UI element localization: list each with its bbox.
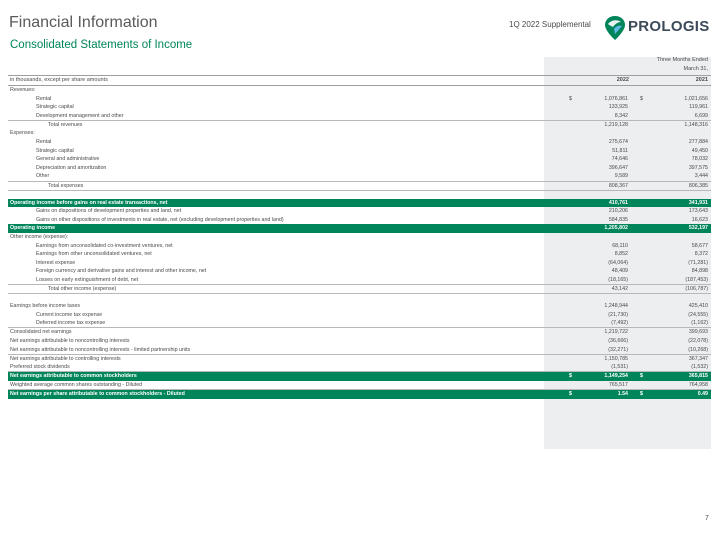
- table-row: Consolidated net earnings 1,219,722 399,693: [10, 329, 708, 336]
- table-row: Strategic capital 51,811 49,450: [36, 147, 708, 154]
- company-logo: [604, 13, 710, 43]
- period-label-2: March 31,: [683, 66, 708, 72]
- header-row-period: [8, 57, 711, 66]
- table-row: Gains on other dispositions of investments in real estate, net (excluding development properties and land) 584,835 16,623: [36, 216, 708, 223]
- highlight-row: Operating income 1,205,802 532,197: [8, 224, 711, 233]
- table-row: Gains on dispositions of development properties and land, net 210,206 173,643: [36, 208, 708, 215]
- table-row: Preferred stock dividends (1,531) (1,532): [8, 363, 711, 372]
- table-row: Other income (expense):: [10, 234, 69, 240]
- table-row: Net earnings attributable to noncontrolling interests (36,666) (22,078): [10, 338, 708, 345]
- period-label-1: Three Months Ended: [656, 57, 708, 63]
- table-row: Total revenues 1,219,128 1,148,316: [48, 121, 708, 128]
- table-row: Earnings from unconsolidated co-investment ventures, net 68,110 58,677: [36, 242, 708, 249]
- logo-mark-icon: [604, 15, 626, 41]
- header-row-period-2: [8, 66, 711, 76]
- table-row: Depreciation and amortization 396,647 397,575: [36, 164, 708, 171]
- header-row-years: [8, 76, 711, 86]
- column-2021: 2021: [695, 77, 708, 83]
- table-row: Deferred income tax expense (7,492) (1,162): [8, 319, 711, 328]
- table-row: Development management and other 8,342 6,699: [8, 112, 711, 121]
- table-row: Net earnings attributable to controlling interests 1,150,785 367,347: [10, 355, 708, 362]
- table-row: Earnings from other unconsolidated ventures, net 8,852 8,372: [36, 251, 708, 258]
- highlight-row: Operating income before gains on real estate transactions, net 410,761 341,931: [8, 199, 711, 208]
- income-statement-table: [8, 57, 711, 399]
- units-note: in thousands, except per share amounts: [10, 77, 108, 83]
- table-row: Earnings before income taxes 1,248,944 425,410: [10, 303, 708, 310]
- table-row: Rental 275,674 277,884: [36, 139, 708, 146]
- page-title: Financial Information: [9, 14, 158, 31]
- table-row: General and administrative 74,646 78,032: [36, 156, 708, 163]
- table-row: Net earnings attributable to noncontrolling interests - limited partnership units (32,271) (10,268): [8, 346, 711, 355]
- table-row: Total other income (expense) 43,142 (106,787): [8, 285, 711, 294]
- page-number: 7: [705, 515, 709, 522]
- table-row: Strategic capital 133,925 119,961: [36, 104, 708, 111]
- supplemental-label: 1Q 2022 Supplemental: [509, 20, 591, 29]
- table-row: Weighted average common shares outstanding - Diluted 765,517 764,958: [8, 381, 711, 390]
- table-row: Other 9,589 3,444: [8, 172, 711, 181]
- highlight-row: Net earnings per share attributable to common stockholders - Diluted $ 1.54 $ 0.49: [8, 390, 711, 399]
- highlight-row: Net earnings attributable to common stockholders $ 1,149,254 $ 365,815: [8, 372, 711, 381]
- table-row: Current income tax expense (21,730) (24,555): [36, 311, 708, 318]
- table-row: Total expenses 808,367 806,385: [8, 182, 711, 191]
- table-row: Rental $ 1,076,861 $ 1,021,656: [36, 95, 708, 102]
- column-2022: 2022: [616, 77, 629, 83]
- table-row: Foreign currency and derivative gains and interest and other income, net 48,409 84,898: [36, 268, 708, 275]
- table-row: Expenses:: [10, 130, 35, 137]
- logo-text: PROLOGIS: [628, 18, 710, 35]
- table-row: Interest expense (64,064) (71,281): [36, 259, 708, 266]
- table-row: Losses on early extinguishment of debt, net (18,165) (187,453): [8, 276, 711, 285]
- table-row: Revenues:: [10, 87, 36, 93]
- page-subtitle: Consolidated Statements of Income: [10, 39, 193, 51]
